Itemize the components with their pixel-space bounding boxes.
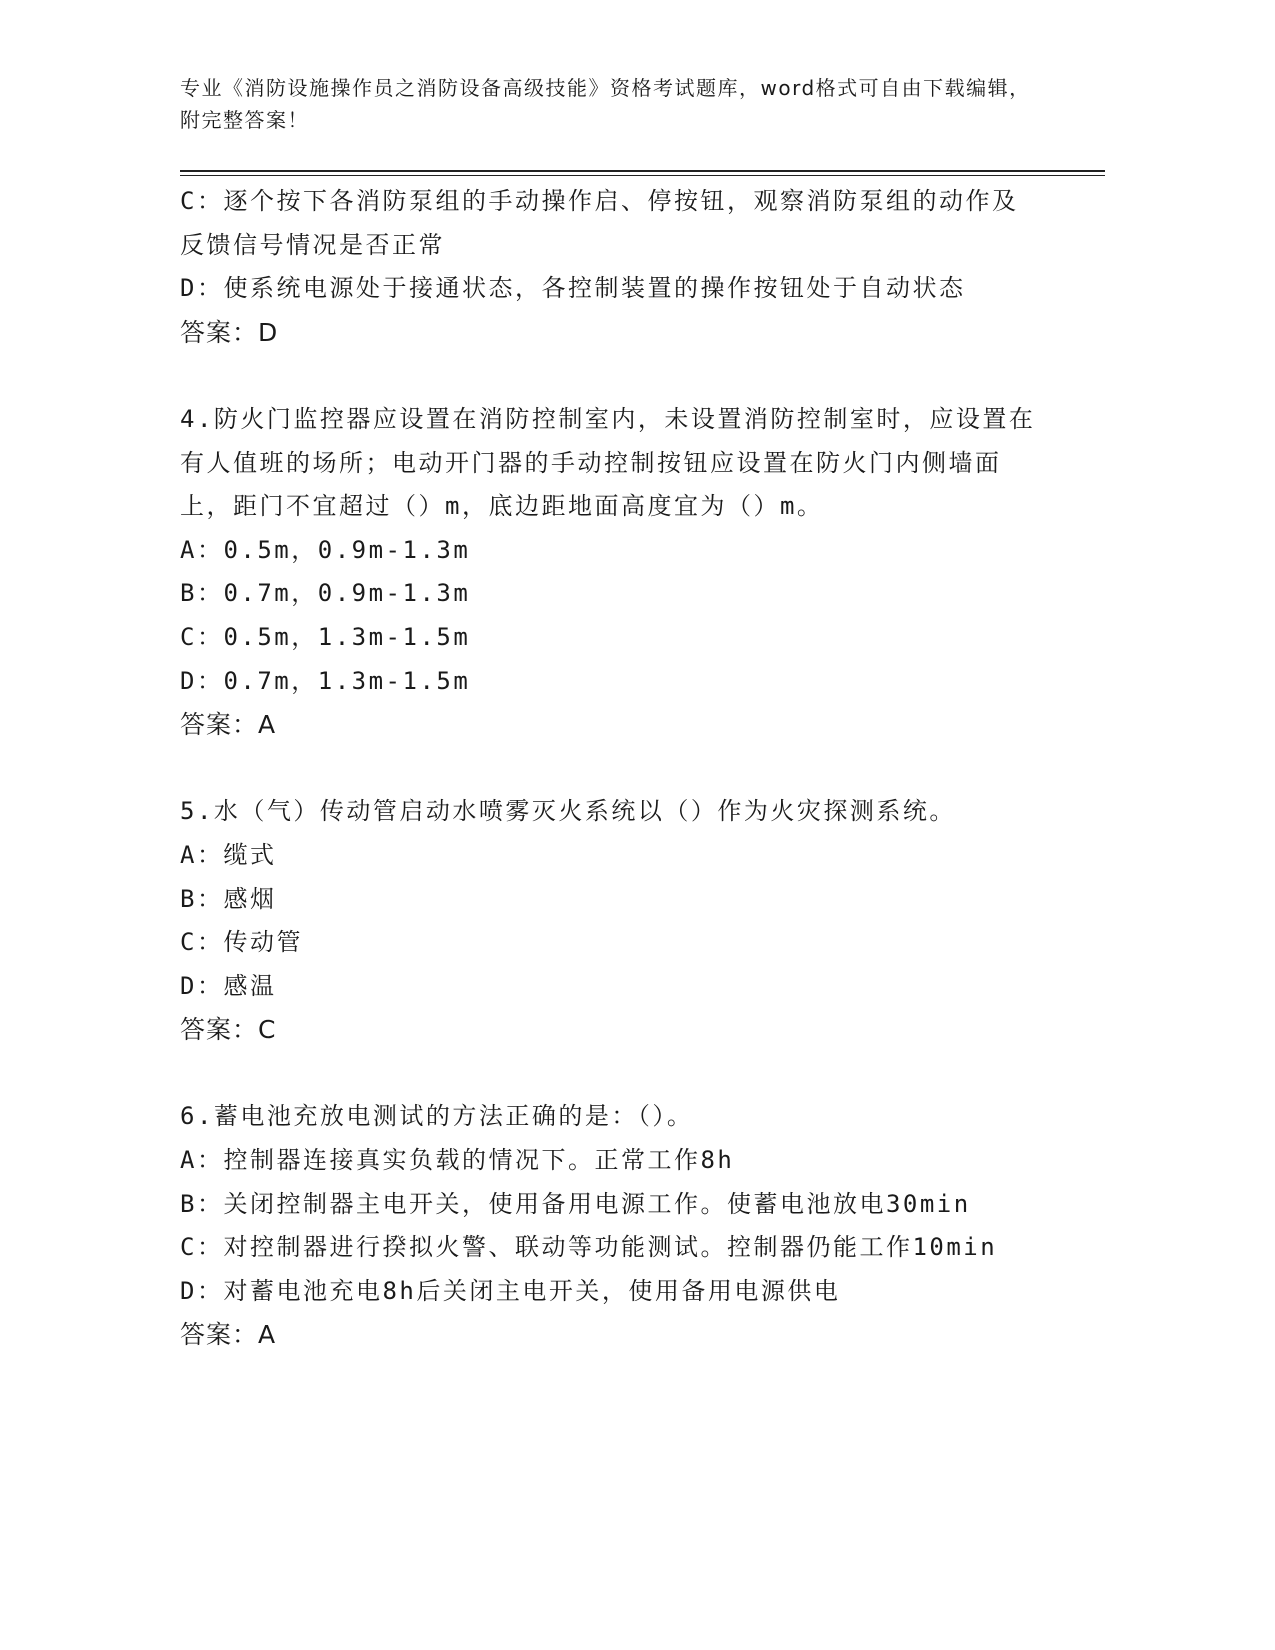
spacer (180, 354, 1040, 398)
answer-continued: 答案：D (180, 317, 279, 347)
question-5-option-a: A：缆式 (180, 840, 277, 869)
question-4-answer: 答案：A (180, 710, 277, 740)
spacer (180, 747, 1040, 791)
spacer (180, 1052, 1040, 1096)
question-4-option-d: D：0.7m，1.3m-1.5m (180, 666, 471, 695)
question-4-option-b: B：0.7m，0.9m-1.3m (180, 579, 471, 608)
question-6-option-c: C：对控制器进行揆拟火警、联动等功能测试。控制器仍能工作10min (180, 1233, 998, 1262)
question-6-option-a: A：控制器连接真实负载的情况下。正常工作8h (180, 1146, 735, 1175)
question-5-option-c: C：传动管 (180, 928, 303, 957)
question-5-answer: 答案：C (180, 1015, 277, 1045)
document-header: 专业《消防设施操作员之消防设备高级技能》资格考试题库，word格式可自由下载编辑，附完整答案！ (180, 76, 1031, 132)
option-d-continued: D：使系统电源处于接通状态，各控制装置的操作按钮处于自动状态 (180, 274, 966, 303)
question-5-stem: 5.水（气）传动管启动水喷雾灭火系统以（）作为火灾探测系统。 (180, 797, 956, 826)
question-6-stem: 6.蓄电池充放电测试的方法正确的是：（）。 (180, 1102, 694, 1131)
question-content (180, 180, 1040, 1357)
question-5-option-d: D：感温 (180, 971, 277, 1000)
question-6-answer: 答案：A (180, 1320, 277, 1350)
question-6-option-d: D：对蓄电池充电8h后关闭主电开关，使用备用电源供电 (180, 1276, 841, 1305)
question-4-option-a: A：0.5m，0.9m-1.3m (180, 535, 471, 564)
option-c-continued: C：逐个按下各消防泵组的手动操作启、停按钮，观察消防泵组的动作及反馈信号情况是否正常 (180, 187, 1019, 259)
header-rule-thick (180, 170, 1105, 172)
question-4-option-c: C：0.5m，1.3m-1.5m (180, 622, 471, 651)
question-6-option-b: B：关闭控制器主电开关，使用备用电源工作。使蓄电池放电30min (180, 1189, 971, 1218)
question-4-stem: 4.防火门监控器应设置在消防控制室内，未设置消防控制室时，应设置在有人值班的场所；电动开门器的手动控制按钮应设置在防火门内侧墙面上，距门不宜超过（）m，底边距地面高度宜为（）m。 (180, 404, 1036, 521)
header-rule-thin (180, 175, 1105, 176)
question-5-option-b: B：感烟 (180, 884, 277, 913)
